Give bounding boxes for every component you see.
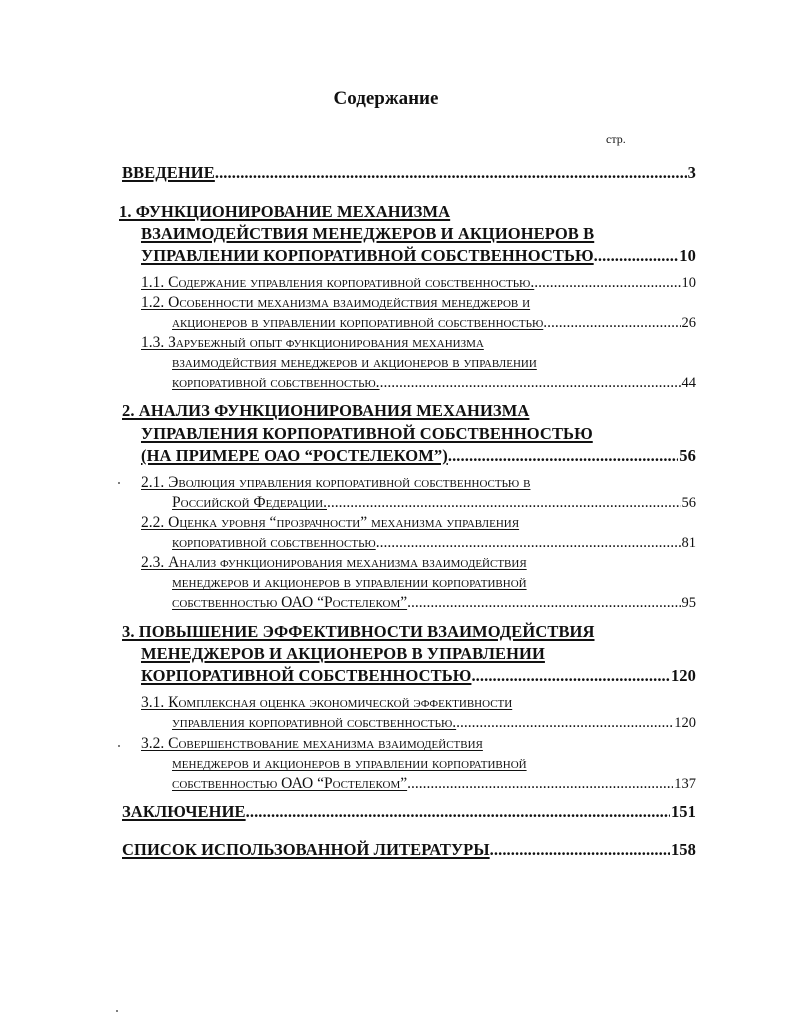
toc-entry-conclusion[interactable]: ЗАКЛЮЧЕНИЕ ..... 151: [122, 802, 696, 822]
leader-dots: [327, 494, 681, 512]
toc-page-number: 81: [681, 535, 696, 551]
toc-page-number: 120: [674, 715, 696, 731]
toc-chapter-3-line-2[interactable]: МЕНЕДЖЕРОВ И АКЦИОНЕРОВ В УПРАВЛЕНИИ: [141, 644, 545, 663]
leader-dots: [471, 666, 670, 686]
toc-page-number: 158: [670, 840, 696, 859]
toc-section-3-2-line-2[interactable]: менеджеров и акционеров в управлении корпоративной: [172, 755, 527, 772]
toc-section-2-1-line-2[interactable]: Российской Федерации. ..... 56: [172, 494, 696, 512]
toc-section-2-2-line-2[interactable]: корпоративной собственностью ..... 81: [172, 534, 696, 552]
toc-page-number: 10: [679, 246, 696, 265]
toc-section-1-3-line-3[interactable]: корпоративной собственностью. ..... 44: [172, 374, 696, 392]
page-title: Содержание: [333, 88, 439, 109]
toc-section-3-2-line-1[interactable]: 3.2. Совершенствование механизма взаимодействия: [141, 735, 483, 752]
toc-page-number: 3: [687, 163, 696, 182]
toc-chapter-2-line-1[interactable]: 2. АНАЛИЗ ФУНКЦИОНИРОВАНИЯ МЕХАНИЗМА: [122, 401, 530, 420]
toc-entry-references[interactable]: СПИСОК ИСПОЛЬЗОВАННОЙ ЛИТЕРАТУРЫ ..... 158: [122, 840, 696, 860]
toc-section-1-2-line-2[interactable]: акционеров в управлении корпоративной собственностью ..... 26: [172, 314, 696, 332]
toc-section-1-2-line-1[interactable]: 1.2. Особенности механизма взаимодействия менеджеров и: [141, 294, 531, 311]
toc-chapter-1-line-1[interactable]: 1. ФУНКЦИОНИРОВАНИЕ МЕХАНИЗМА: [119, 202, 451, 221]
toc-entry-intro[interactable]: [122, 163, 696, 183]
scan-speck: [116, 1010, 118, 1012]
toc-page-number: 56: [681, 495, 696, 511]
toc-section-1-1[interactable]: 1.1. Содержание управления корпоративной собственностью. ..... 10: [141, 274, 696, 292]
toc-page-number: 120: [670, 666, 696, 685]
page-column-label: стр.: [606, 132, 626, 146]
toc-section-3-1-line-2[interactable]: управления корпоративной собственностью. ..... 120: [172, 714, 696, 732]
toc-page-number: 95: [681, 595, 696, 611]
leader-dots: [407, 594, 680, 612]
toc-section-2-3-line-1[interactable]: 2.3. Анализ функционирования механизма взаимодействия: [141, 554, 527, 571]
toc-page-number: 26: [681, 315, 696, 331]
leader-dots: [594, 246, 679, 266]
toc-section-3-2-line-3[interactable]: собственностью ОАО “Ростелеком” ..... 137: [172, 775, 696, 793]
toc-section-1-3-line-2[interactable]: взаимодействия менеджеров и акционеров в управлении: [172, 354, 537, 371]
toc-section-2-2-line-1[interactable]: 2.2. Оценка уровня “прозрачности” механизма управления: [141, 514, 520, 531]
leader-dots: [534, 274, 680, 292]
toc-page-number: 137: [674, 776, 696, 792]
leader-dots: [448, 446, 678, 466]
toc-section-3-1-line-1[interactable]: 3.1. Комплексная оценка экономической эффективности: [141, 694, 513, 711]
toc-page-number: 10: [681, 275, 696, 291]
toc-entry-label: ВВЕДЕНИЕ: [122, 163, 215, 182]
leader-dots: [376, 534, 681, 552]
toc-section-1-3-line-1[interactable]: 1.3. Зарубежный опыт функционирования механизма: [141, 334, 484, 351]
leader-dots: [380, 374, 681, 392]
toc-chapter-1-line-2[interactable]: ВЗАИМОДЕЙСТВИЯ МЕНЕДЖЕРОВ И АКЦИОНЕРОВ В: [141, 224, 595, 243]
scan-speck: [118, 745, 120, 747]
toc-section-2-3-line-2[interactable]: менеджеров и акционеров в управлении корпоративной: [172, 574, 527, 591]
scan-speck: [118, 482, 120, 484]
toc-chapter-1-line-3[interactable]: УПРАВЛЕНИИ КОРПОРАТИВНОЙ СОБСТВЕННОСТЬЮ ..... 10: [141, 246, 696, 266]
toc-page-number: 151: [670, 802, 696, 821]
leader-dots: [215, 163, 687, 183]
toc-section-2-3-line-3[interactable]: собственностью ОАО “Ростелеком” ..... 95: [172, 594, 696, 612]
toc-chapter-3-line-1[interactable]: 3. ПОВЫШЕНИЕ ЭФФЕКТИВНОСТИ ВЗАИМОДЕЙСТВИЯ: [122, 622, 595, 641]
leader-dots: [490, 840, 670, 860]
leader-dots: [407, 775, 673, 793]
leader-dots: [456, 714, 673, 732]
toc-section-2-1-line-1[interactable]: 2.1. Эволюция управления корпоративной собственностью в: [141, 474, 531, 491]
toc-page-number: 56: [679, 446, 696, 465]
leader-dots: [543, 314, 680, 332]
toc-page-number: 44: [681, 375, 696, 391]
toc-chapter-3-line-3[interactable]: КОРПОРАТИВНОЙ СОБСТВЕННОСТЬЮ ..... 120: [141, 666, 696, 686]
toc-chapter-2-line-2[interactable]: УПРАВЛЕНИЯ КОРПОРАТИВНОЙ СОБСТВЕННОСТЬЮ: [141, 424, 593, 443]
leader-dots: [246, 802, 670, 822]
toc-chapter-2-line-3[interactable]: (НА ПРИМЕРЕ ОАО “РОСТЕЛЕКОМ”) ..... 56: [141, 446, 696, 466]
